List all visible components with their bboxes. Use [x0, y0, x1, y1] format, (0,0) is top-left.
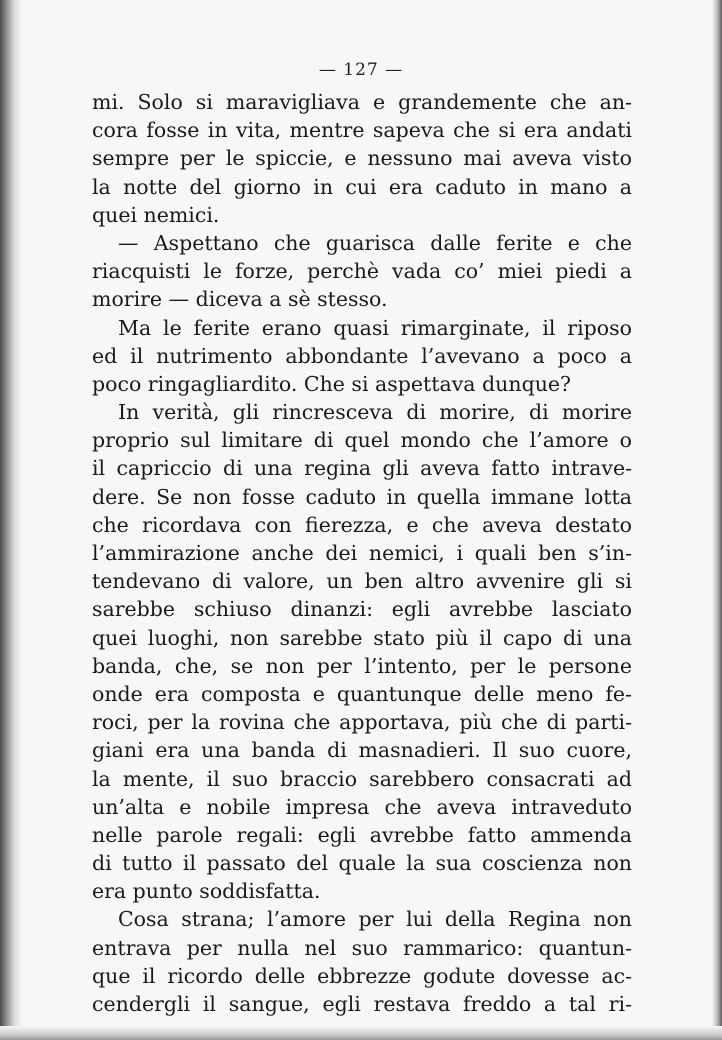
page-binding-shadow	[0, 0, 22, 1040]
text-line: quei luoghi, non sarebbe stato più il capo di una	[92, 625, 632, 650]
text-line: riacquisti le forze, perchè vada co’ miei piedi a	[92, 259, 632, 284]
text-line: entrava per nulla nel suo rammarico: quantun-	[92, 935, 632, 960]
text-line: che ricordava con fierezza, e che aveva destato	[92, 512, 632, 537]
text-line: — Aspettano che guarisca dalle ferite e che	[118, 230, 632, 255]
page-bottom-edge	[0, 1026, 722, 1040]
text-line: tendevano di valore, un ben altro avvenire gli si	[92, 569, 632, 594]
text-line: era punto soddisfatta.	[92, 879, 321, 904]
page-right-edge	[712, 0, 722, 1040]
text-line: poco ringagliardito. Che si aspettava dunque?	[92, 371, 572, 396]
text-line: onde era composta e quantunque delle meno fe-	[92, 681, 632, 706]
text-line: banda, che, se non per l’intento, per le persone	[92, 653, 632, 678]
text-line: Cosa strana; l’amore per lui della Regina non	[118, 907, 632, 932]
text-line: di tutto il passato del quale la sua coscienza non	[92, 851, 632, 876]
body-text	[92, 88, 632, 1018]
text-line: cendergli il sangue, egli restava freddo a tal ri-	[92, 992, 632, 1016]
text-line: la mente, il suo braccio sarebbero consacrati ad	[92, 766, 632, 791]
text-line: un’alta e nobile impresa che aveva intraveduto	[92, 794, 632, 819]
text-line: quei nemici.	[92, 202, 220, 227]
text-line: la notte del giorno in cui era caduto in mano a	[92, 174, 632, 199]
text-line: ed il nutrimento abbondante l’avevano a poco a	[92, 343, 632, 368]
text-line: Ma le ferite erano quasi rimarginate, il riposo	[118, 315, 632, 340]
text-line: mi. Solo si maravigliava e grandemente che an-	[92, 90, 632, 114]
text-line: sempre per le spiccie, e nessuno mai aveva visto	[92, 146, 632, 171]
text-line: proprio sul limitare di quel mondo che l’amore o	[92, 428, 632, 453]
page-number: — 127 —	[318, 60, 404, 80]
text-line: sarebbe schiuso dinanzi: egli avrebbe lasciato	[92, 597, 632, 622]
text-line: giani era una banda di masnadieri. Il suo cuore,	[92, 738, 632, 763]
text-line: In verità, gli rincresceva di morire, di morire	[118, 400, 632, 425]
text-line: nelle parole regali: egli avrebbe fatto ammenda	[92, 822, 632, 847]
text-line: il capriccio di una regina gli aveva fatto intrave-	[92, 456, 632, 481]
text-line: que il ricordo delle ebbrezze godute dovesse ac-	[92, 963, 632, 988]
text-line: cora fosse in vita, mentre sapeva che si era andati	[92, 118, 632, 143]
text-line: l’ammirazione anche dei nemici, i quali ben s’in-	[92, 541, 632, 565]
text-line: dere. Se non fosse caduto in quella immane lotta	[92, 484, 632, 509]
text-line: morire — diceva a sè stesso.	[92, 287, 388, 312]
text-line: roci, per la rovina che apportava, più che di parti-	[92, 710, 632, 735]
